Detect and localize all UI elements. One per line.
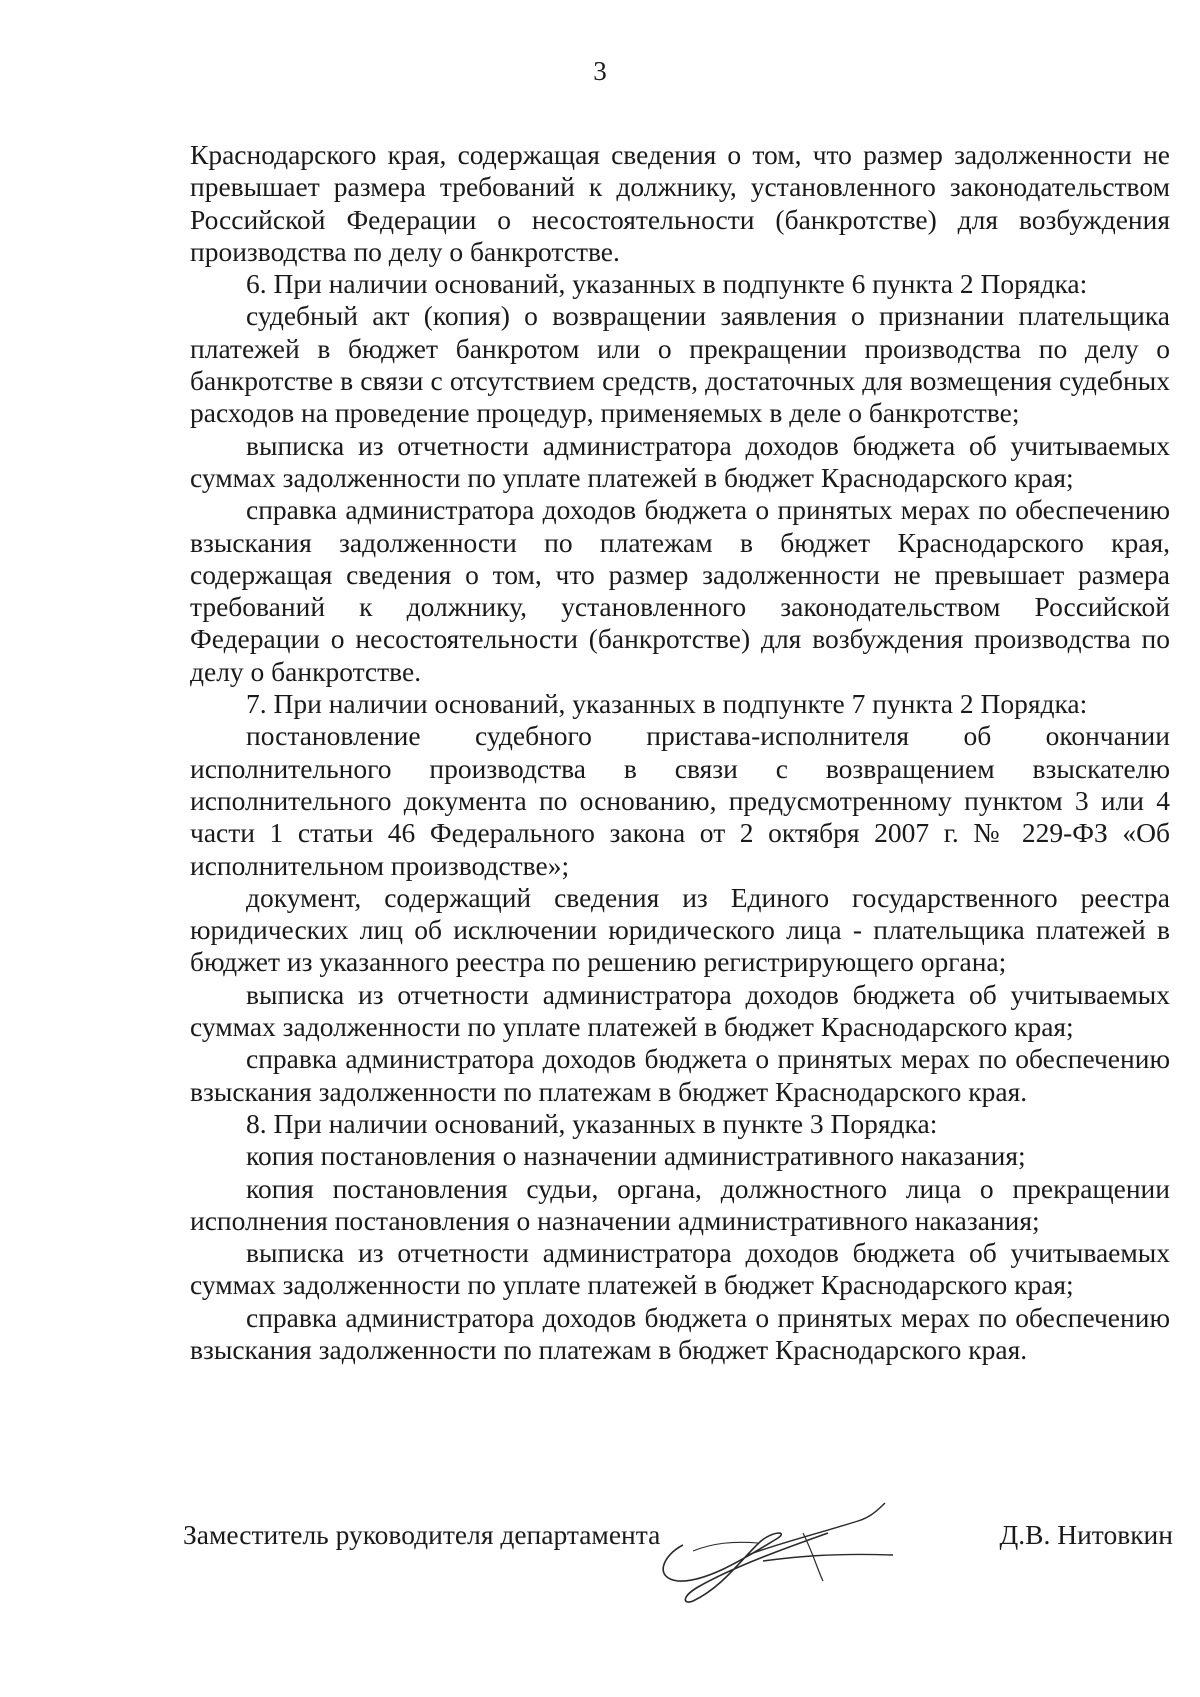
paragraph: выписка из отчетности администратора доходов бюджета об учитываемых суммах задолженности по уплате платежей в бюджет Краснодарского края; bbox=[190, 429, 1170, 493]
section-heading: 6. При наличии оснований, указанных в подпункте 6 пункта 2 Порядка: bbox=[246, 268, 1088, 300]
signatory-name: Д.В. Нитовкин bbox=[999, 1519, 1173, 1550]
paragraph: справка администратора доходов бюджета о принятых мерах по обеспечению взыскания задолженности по платежам в бюджет Краснодарского края. bbox=[190, 1301, 1170, 1365]
handwritten-signature bbox=[653, 1483, 913, 1613]
signature-block bbox=[183, 1505, 1173, 1635]
paragraph: документ, содержащий сведения из Единого государственного реестра юридических лиц об исключении юридического лица - плательщика платежей в бюджет из указанного реестра по решению регистрирующего органа; bbox=[190, 881, 1170, 978]
page-number: 3 bbox=[593, 56, 607, 86]
section-heading: 8. При наличии оснований, указанных в пункте 3 Порядка: bbox=[246, 1107, 938, 1139]
paragraph: Краснодарского края, содержащая сведения о том, что размер задолженности не превышает размера требований к должнику, установленного законодательством Российской Федерации о несостоятельности (банкротстве) для возбуждения производства по делу о банкротстве. bbox=[190, 139, 1170, 267]
paragraph: копия постановления судьи, органа, должностного лица о прекращении исполнения постановления о назначении административного наказания; bbox=[190, 1172, 1170, 1236]
paragraph: выписка из отчетности администратора доходов бюджета об учитываемых суммах задолженности по уплате платежей в бюджет Краснодарского края; bbox=[190, 1237, 1170, 1301]
paragraph: выписка из отчетности администратора доходов бюджета об учитываемых суммах задолженности по уплате платежей в бюджет Краснодарского края; bbox=[190, 978, 1170, 1043]
paragraph: справка администратора доходов бюджета о принятых мерах по обеспечению взыскания задолженности по платежам в бюджет Краснодарского края, содержащая сведения о том, что размер задолженности не превышает размера требований к должнику, установленного законодательством Российской Федерации о несостоятельности (банкротстве) для возбуждения производства по делу о банкротстве. bbox=[190, 494, 1170, 687]
paragraph: копия постановления о назначении административного наказания; bbox=[246, 1140, 1026, 1172]
paragraph: постановление судебного пристава-исполнителя об окончании исполнительного производства в связи с возвращением взыскателю исполнительного документа по основанию, предусмотренному пунктом 3 или 4 части 1 статьи 46 Федерального закона от 2 октября 2007 г. № 229-ФЗ «Об исполнительном производстве»; bbox=[190, 720, 1170, 881]
section-heading: 7. При наличии оснований, указанных в подпункте 7 пункта 2 Порядка: bbox=[246, 688, 1088, 720]
document-body bbox=[190, 139, 1170, 1366]
paragraph: справка администратора доходов бюджета о принятых мерах по обеспечению взыскания задолженности по платежам в бюджет Краснодарского края. bbox=[190, 1043, 1170, 1107]
signatory-position: Заместитель руководителя департамента bbox=[183, 1519, 661, 1550]
paragraph: судебный акт (копия) о возвращении заявления о признании плательщика платежей в бюджет банкротом или о прекращении производства по делу о банкротстве в связи с отсутствием средств, достаточных для возмещения судебных расходов на проведение процедур, применяемых в деле о банкротстве; bbox=[190, 300, 1170, 429]
